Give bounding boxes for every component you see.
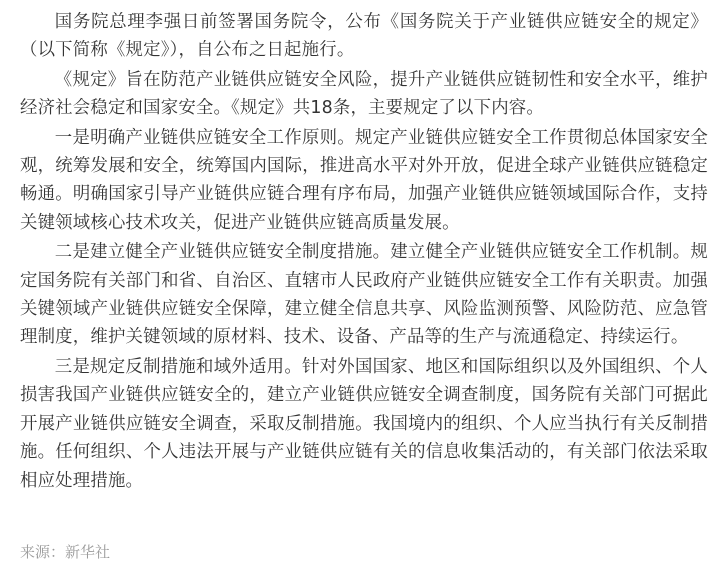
paragraph-point-two: 二是建立健全产业链供应链安全制度措施。建立健全产业链供应链安全工作机制。规定国务院有关部门和省、自治区、直辖市人民政府产业链供应链安全工作有关职责。加强关键领域产业链供应链安全保障，建立健全信息共享、风险监测预警、风险防范、应急管理制度，维护关键领域的原材料、技术、设备、产品等的生产与流通稳定、持续运行。 xyxy=(20,242,708,348)
article-body xyxy=(20,8,708,496)
paragraph-purpose: 《规定》旨在防范产业链供应链安全风险，提升产业链供应链韧性和安全水平，维护经济社会稳定和国家安全。《规定》共18条，主要规定了以下内容。 xyxy=(20,69,708,119)
article-source: 来源：新华社 xyxy=(20,543,111,561)
paragraph-point-three: 三是规定反制措施和域外适用。针对外国国家、地区和国际组织以及外国组织、个人损害我国产业链供应链安全的，建立产业链供应链安全调查制度，国务院有关部门可据此开展产业链供应链安全调查，采取反制措施。我国境内的组织、个人应当执行有关反制措施。任何组织、个人违法开展与产业链供应链有关的信息收集活动的，有关部门依法采取相应处理措施。 xyxy=(20,356,708,491)
paragraph-intro: 国务院总理李强日前签署国务院令，公布《国务院关于产业链供应链安全的规定》（以下简称《规定》），自公布之日起施行。 xyxy=(20,12,708,61)
paragraph-point-one: 一是明确产业链供应链安全工作原则。规定产业链供应链安全工作贯彻总体国家安全观，统筹发展和安全，统筹国内国际，推进高水平对外开放，促进全球产业链供应链稳定畅通。明确国家引导产业链供应链合理有序布局，加强产业链供应链领域国际合作，支持关键领域核心技术攻关，促进产业链供应链高质量发展。 xyxy=(20,127,708,233)
